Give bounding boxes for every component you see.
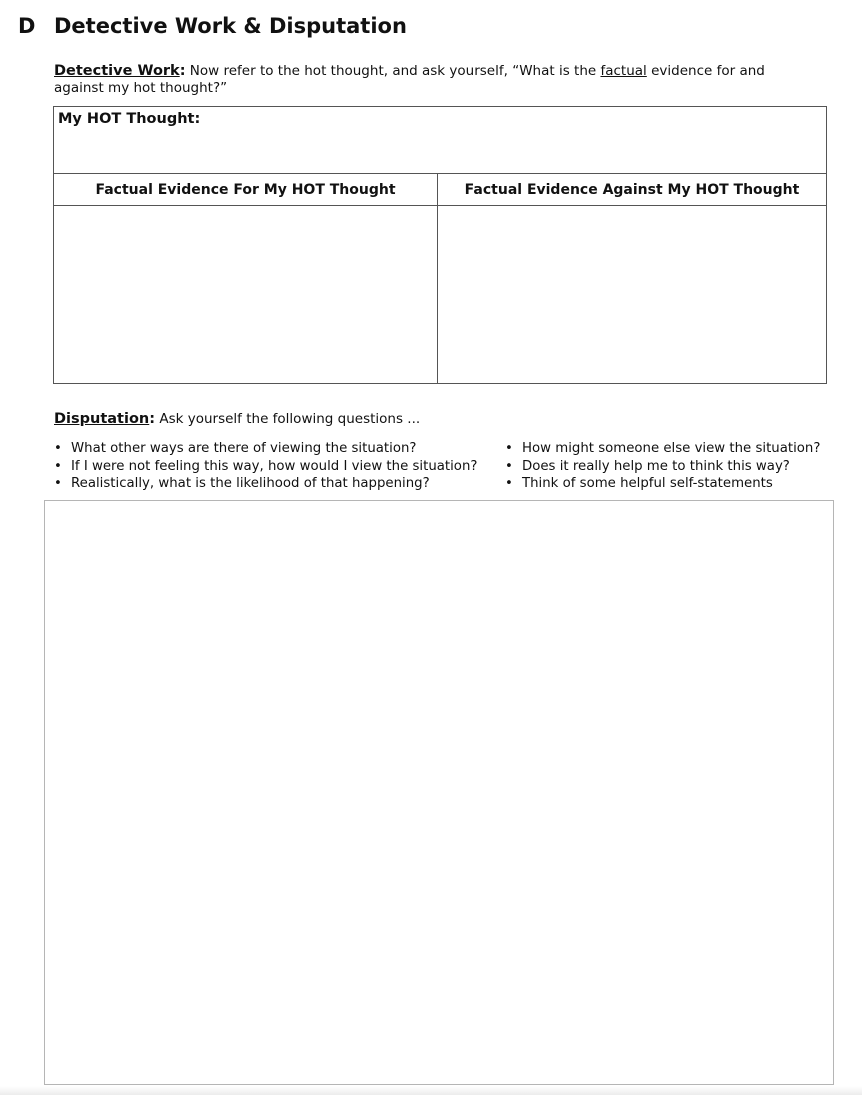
detective-work-label: Detective Work:	[54, 63, 186, 79]
question-item: • Think of some helpful self-statements	[505, 475, 820, 493]
question-item: • Does it really help me to think this way?	[505, 458, 820, 476]
section-header	[18, 14, 407, 38]
evidence-against-field[interactable]	[438, 206, 826, 383]
section-letter: D	[18, 14, 36, 38]
question-item: • Realistically, what is the likelihood of that happening?	[54, 475, 477, 493]
hot-thought-label: My HOT Thought:	[58, 111, 201, 127]
hot-thought-field[interactable]	[54, 107, 826, 174]
question-item: • How might someone else view the situation?	[505, 440, 820, 458]
section-title: Detective Work & Disputation	[54, 14, 407, 38]
disputation-prompt: Ask yourself the following questions ...	[155, 411, 421, 427]
detective-work-text-after: evidence for and against my hot thought?”	[54, 63, 765, 96]
evidence-against-header: Factual Evidence Against My HOT Thought	[438, 174, 826, 206]
disputation-label: Disputation:	[54, 411, 156, 427]
evidence-table	[53, 106, 827, 384]
questions-left-list	[54, 440, 477, 493]
disputation-answer-field[interactable]	[44, 500, 834, 1085]
questions-right-list	[505, 440, 820, 493]
disputation-instructions	[54, 411, 420, 428]
detective-work-text-before: Now refer to the hot thought, and ask yourself, “What is the	[185, 63, 601, 79]
question-item: • What other ways are there of viewing the situation?	[54, 440, 477, 458]
evidence-for-header: Factual Evidence For My HOT Thought	[54, 174, 438, 206]
factual-word: factual	[600, 63, 647, 79]
evidence-for-field[interactable]	[54, 206, 438, 383]
detective-work-instructions	[54, 63, 794, 96]
question-item: • If I were not feeling this way, how would I view the situation?	[54, 458, 477, 476]
page-bottom-shadow	[0, 1086, 862, 1095]
